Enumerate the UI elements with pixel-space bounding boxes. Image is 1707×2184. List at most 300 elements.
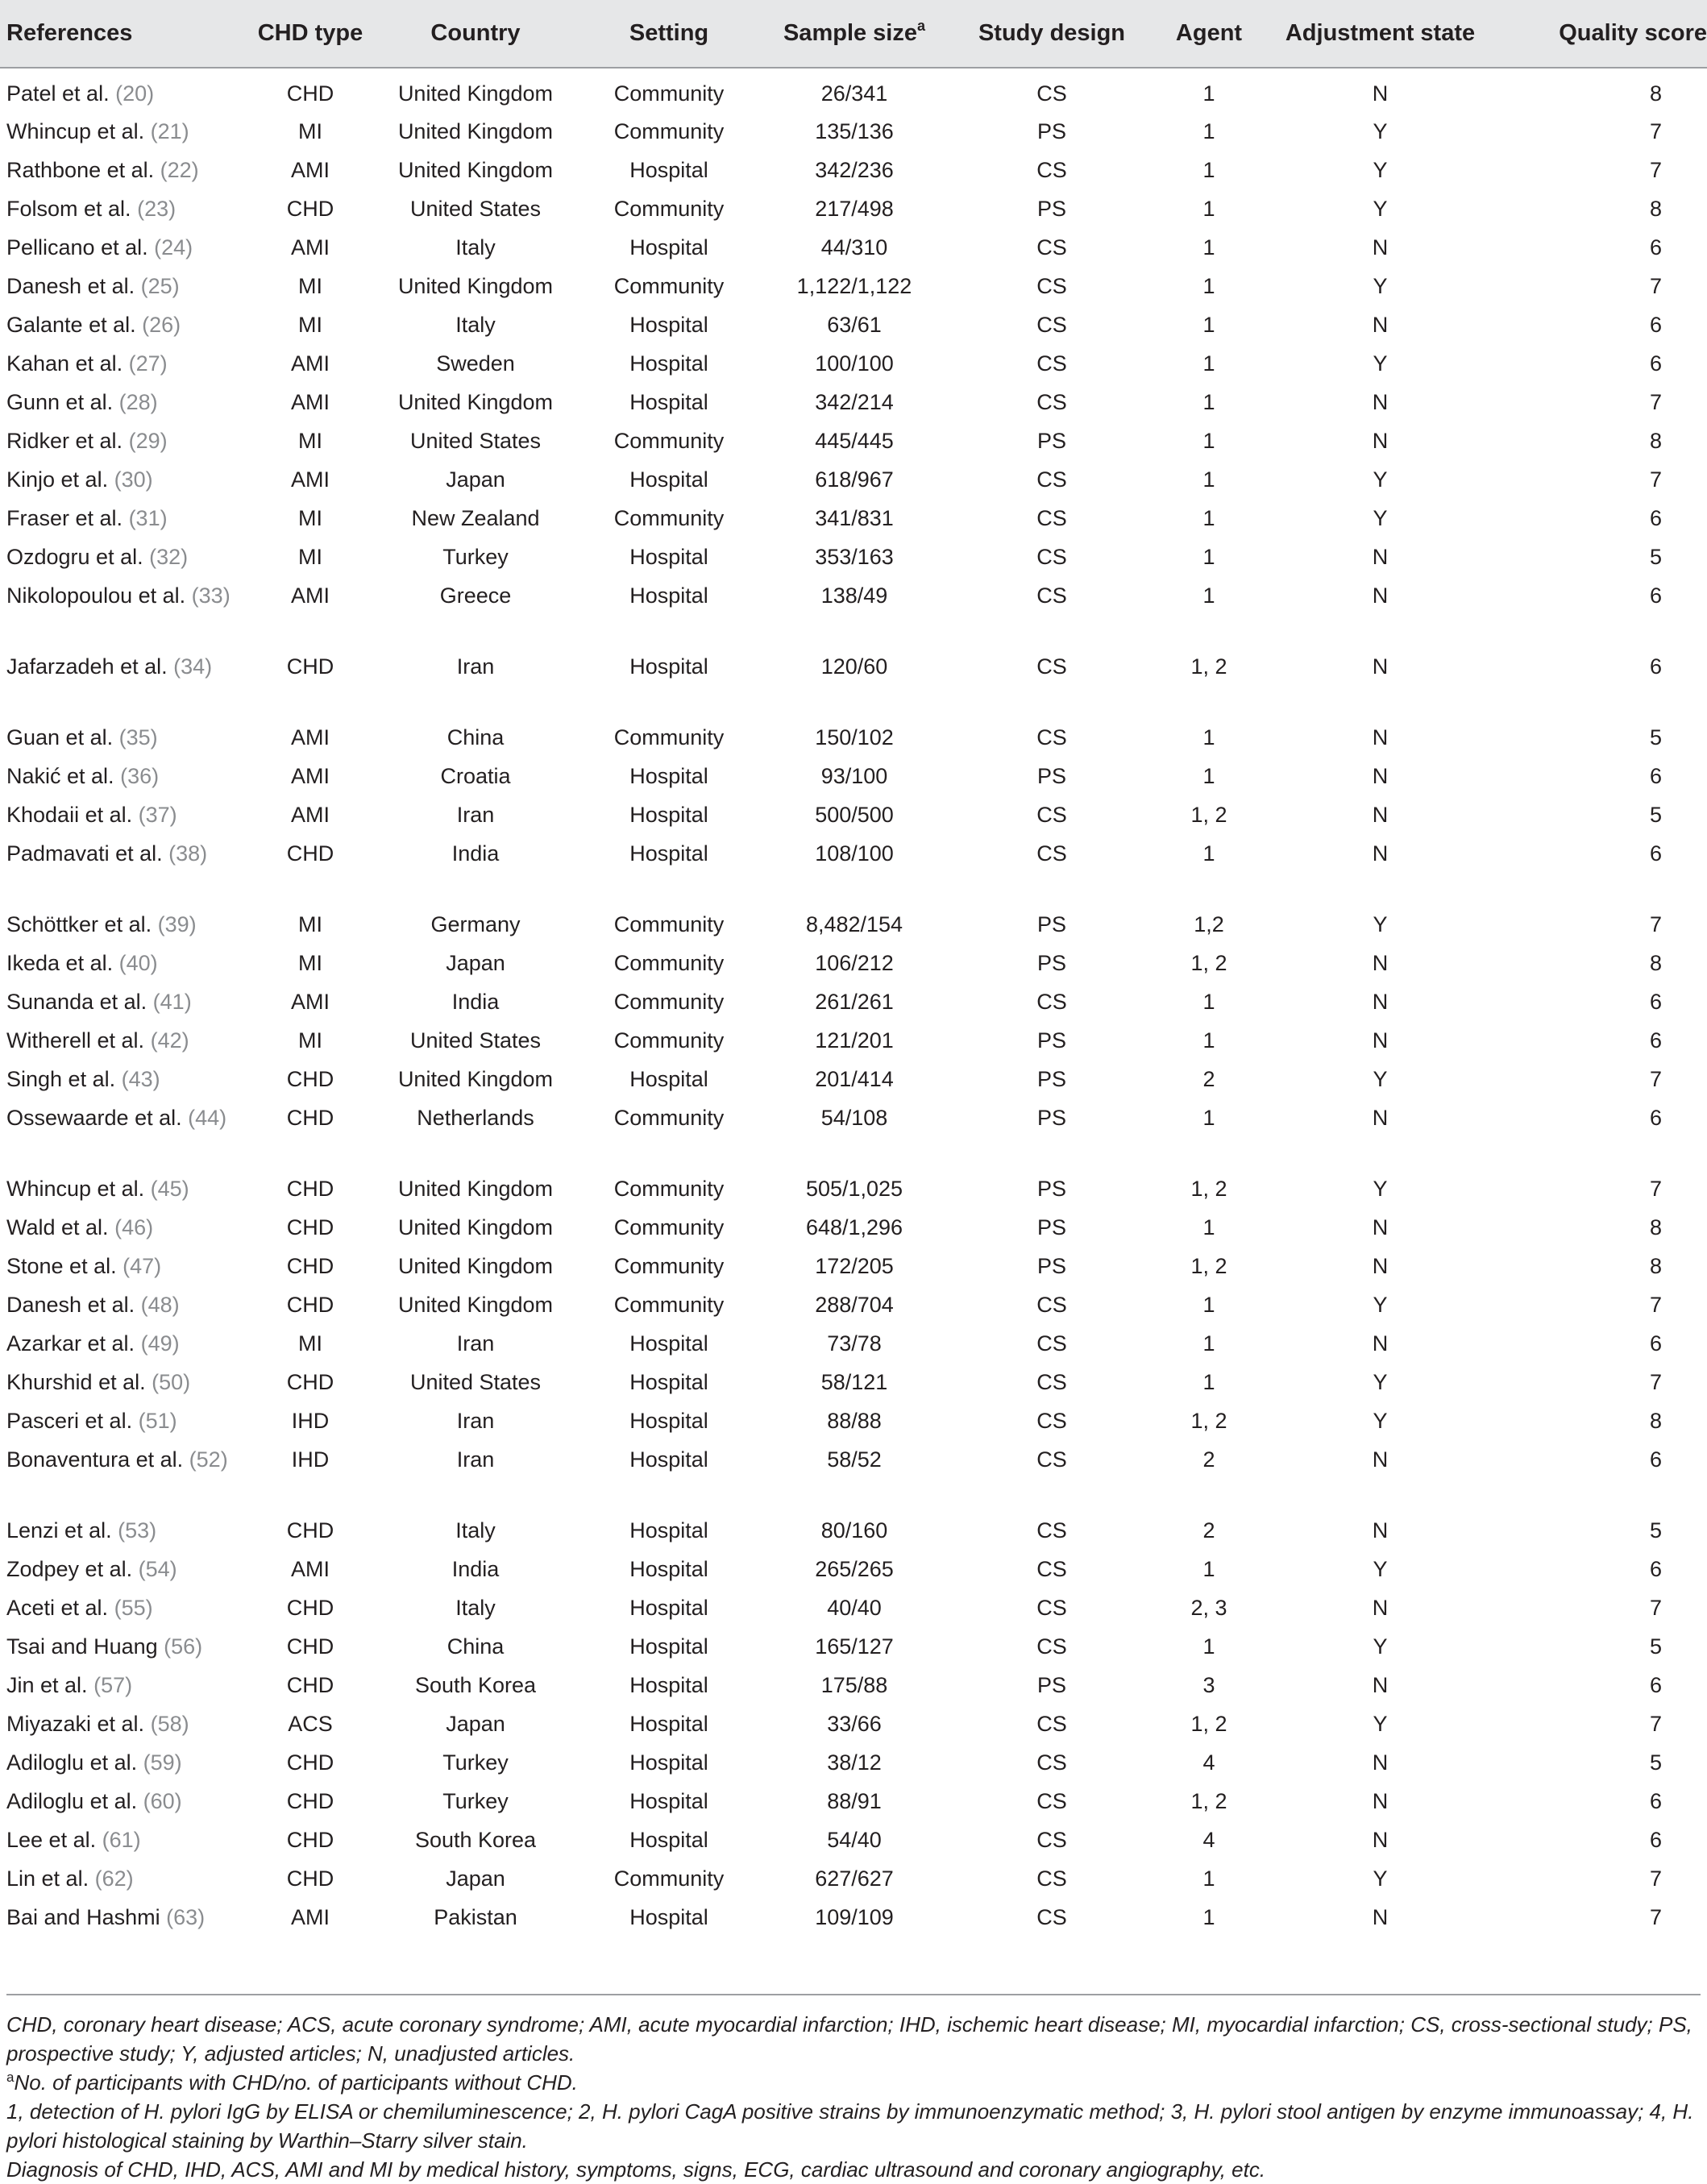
cell-agent: 1,2 [1194,912,1224,936]
cell-study-design: CS [1036,1409,1067,1433]
cell-country: Iran [456,1331,495,1356]
cell-agent: 1, 2 [1190,1789,1227,1813]
cell-study-design: CS [1036,990,1067,1014]
cell-country: United Kingdom [397,390,554,414]
cell-adjustment-state: N [1372,764,1389,788]
reference-author: Ridker et al. [6,429,123,453]
cell-sample-size: 120/60 [820,654,888,679]
cell-country: Italy [455,313,496,337]
reference-number-link[interactable]: (34) [173,654,213,679]
cell-study-design: PS [1036,1673,1067,1697]
cell-country: United States [409,1028,542,1053]
cell-sample-size: 88/88 [827,1409,882,1433]
cell-study-design: CS [1036,506,1067,530]
cell-setting: Hospital [629,235,708,260]
reference-author: Adiloglu et al. [6,1750,138,1775]
cell-study-design: PS [1036,764,1067,788]
cell-reference [0,116,242,155]
reference-author: Khodaii et al. [6,803,133,827]
cell-country: United States [409,197,542,221]
cell-reference [0,271,242,309]
cell-chd-type: IHD [291,1409,330,1433]
reference-number-link[interactable]: (28) [118,390,158,414]
cell-agent: 1 [1202,764,1215,788]
cell-chd-type: CHD [286,841,334,866]
cell-setting: Community [613,81,725,106]
cell-sample-size: 73/78 [827,1331,882,1356]
table-row [0,1670,1707,1709]
cell-adjustment-state: N [1372,1750,1389,1775]
cell-sample-size: 80/160 [820,1518,888,1543]
reference-number-link[interactable]: (57) [93,1673,133,1697]
cell-adjustment-state: N [1372,725,1389,749]
reference-number-link[interactable]: (26) [142,313,181,337]
table-row [0,1515,1707,1554]
cell-chd-type: AMI [290,1905,330,1929]
cell-study-design: PS [1036,1254,1067,1278]
reference-number-link[interactable]: (41) [152,990,192,1014]
reference-author: Zodpey et al. [6,1557,133,1581]
reference-number-link[interactable]: (50) [152,1370,191,1394]
reference-number-link[interactable]: (61) [102,1828,141,1852]
reference-number-link[interactable]: (53) [118,1518,157,1543]
cell-quality-score: 5 [1649,545,1662,569]
cell-country: United States [409,1370,542,1394]
cell-setting: Hospital [629,1905,708,1929]
cell-reference [0,1102,242,1173]
cell-setting: Community [613,197,725,221]
cell-study-design: CS [1036,1789,1067,1813]
cell-setting: Community [613,912,725,936]
cell-sample-size: 58/121 [820,1370,888,1394]
reference-number-link[interactable]: (43) [121,1067,160,1091]
cell-reference [0,1592,242,1631]
cell-reference [0,1786,242,1825]
cell-study-design: CS [1036,654,1067,679]
reference-author: Miyazaki et al. [6,1712,145,1736]
cell-quality-score: 8 [1649,1215,1662,1239]
cell-setting: Hospital [629,841,708,866]
cell-chd-type: CHD [286,1789,334,1813]
header-setting: Setting [572,0,766,68]
cell-quality-score: 7 [1649,1712,1662,1736]
reference-number-link[interactable]: (59) [143,1750,182,1775]
cell-sample-size: 627/627 [815,1866,894,1891]
cell-sample-size: 265/265 [815,1557,894,1581]
header-quality-score: Quality score [1503,0,1707,68]
cell-sample-size: 261/261 [815,990,894,1014]
cell-study-design: CS [1036,1370,1067,1394]
table-row [0,1025,1707,1064]
cell-sample-size: 138/49 [820,583,888,608]
reference-number-link[interactable]: (21) [150,119,189,143]
cell-adjustment-state: N [1372,1789,1389,1813]
reference-number-link[interactable]: (20) [115,81,155,106]
cell-quality-score: 5 [1649,1750,1662,1775]
table-row [0,651,1707,722]
header-sample-size [766,0,943,68]
table-row [0,1592,1707,1631]
footnote-a-text: No. of participants with CHD/no. of participants without CHD. [14,2070,578,2095]
cell-country: Turkey [442,1750,509,1775]
cell-setting: Hospital [629,1596,708,1620]
reference-number-link[interactable]: (33) [191,583,231,608]
cell-chd-type: CHD [286,1596,334,1620]
reference-number-link[interactable]: (54) [138,1557,177,1581]
reference-number-link[interactable]: (36) [120,764,160,788]
table-row [0,1709,1707,1747]
reference-number-link[interactable]: (38) [168,841,208,866]
cell-chd-type: CHD [286,1215,334,1239]
cell-reference [0,1289,242,1328]
reference-number-link[interactable]: (30) [114,467,153,492]
cell-chd-type: MI [298,506,322,530]
reference-author: Lenzi et al. [6,1518,112,1543]
cell-reference [0,580,242,651]
cell-adjustment-state: N [1372,951,1389,975]
table-row [0,348,1707,387]
cell-reference [0,1173,242,1212]
cell-chd-type: AMI [290,390,330,414]
cell-chd-type: MI [298,545,322,569]
cell-adjustment-state: N [1372,990,1389,1014]
cell-setting: Community [613,1293,725,1317]
cell-study-design: PS [1036,912,1067,936]
cell-study-design: CS [1036,467,1067,492]
reference-author: Ozdogru et al. [6,545,143,569]
cell-agent: 1, 2 [1190,803,1227,827]
reference-number-link[interactable]: (60) [143,1789,182,1813]
cell-agent: 1 [1202,313,1215,337]
cell-adjustment-state: N [1372,803,1389,827]
cell-country: United Kingdom [397,1067,554,1091]
cell-adjustment-state: Y [1373,1634,1388,1659]
cell-setting: Hospital [629,467,708,492]
cell-agent: 2, 3 [1190,1596,1227,1620]
cell-study-design: PS [1036,429,1067,453]
cell-country: United Kingdom [397,81,554,106]
table-row [0,503,1707,542]
cell-study-design: CS [1036,1634,1067,1659]
cell-sample-size: 201/414 [815,1067,894,1091]
reference-number-link[interactable]: (47) [123,1254,162,1278]
reference-author: Ossewaarde et al. [6,1106,182,1130]
cell-quality-score: 7 [1649,1866,1662,1891]
reference-author: Kinjo et al. [6,467,109,492]
reference-number-link[interactable]: (56) [164,1634,203,1659]
cell-country: Japan [446,1866,505,1891]
cell-agent: 1 [1202,235,1215,260]
cell-setting: Hospital [629,1067,708,1091]
table-row [0,838,1707,909]
cell-sample-size: 106/212 [815,951,894,975]
cell-study-design: PS [1036,119,1067,143]
footnote-a-marker: a [6,2070,15,2085]
cell-chd-type: CHD [286,197,334,221]
cell-study-design: PS [1036,1028,1067,1053]
cell-chd-type: CHD [286,1293,334,1317]
reference-number-link[interactable]: (24) [154,235,193,260]
footnote-abbreviations: CHD, coronary heart disease; ACS, acute coronary syndrome; AMI, acute myocardial infarction; IHD, ischemic heart disease; MI, myocardial infarction; CS, cross-sectional study; PS, prospective study; Y, adjusted articles; N, unadjusted articles. [6,2012,1692,2066]
cell-agent: 1, 2 [1190,654,1227,679]
cell-adjustment-state: Y [1373,158,1388,182]
cell-setting: Hospital [629,313,708,337]
cell-reference [0,761,242,799]
cell-agent: 1 [1202,1370,1215,1394]
cell-agent: 1 [1202,990,1215,1014]
cell-chd-type: MI [298,1331,322,1356]
cell-setting: Community [613,1106,725,1130]
cell-reference [0,1025,242,1064]
cell-adjustment-state: Y [1373,912,1388,936]
reference-number-link[interactable]: (27) [128,351,168,376]
reference-number-link[interactable]: (51) [138,1409,177,1433]
cell-agent: 1 [1202,545,1215,569]
cell-sample-size: 121/201 [815,1028,894,1053]
header-adjustment-state: Adjustment state [1257,0,1503,68]
cell-setting: Community [613,1254,725,1278]
reference-number-link[interactable]: (37) [138,803,177,827]
cell-study-design: CS [1036,1712,1067,1736]
table-footnotes [6,1994,1701,2184]
cell-adjustment-state: Y [1373,467,1388,492]
cell-adjustment-state: N [1372,81,1389,106]
cell-quality-score: 6 [1649,990,1662,1014]
cell-sample-size: 1,122/1,122 [796,274,912,298]
cell-chd-type: AMI [290,803,330,827]
cell-quality-score: 7 [1649,912,1662,936]
cell-adjustment-state: Y [1373,1370,1388,1394]
reference-number-link[interactable]: (29) [128,429,168,453]
reference-author: Guan et al. [6,725,114,749]
cell-sample-size: 33/66 [827,1712,882,1736]
cell-setting: Hospital [629,1828,708,1852]
table-row [0,232,1707,271]
cell-quality-score: 8 [1649,1254,1662,1278]
cell-quality-score: 6 [1649,654,1662,679]
cell-quality-score: 6 [1649,1673,1662,1697]
cell-quality-score: 6 [1649,1557,1662,1581]
table-row [0,1251,1707,1289]
footnote-a [6,2068,1701,2097]
cell-adjustment-state: Y [1373,1177,1388,1201]
cell-sample-size: 175/88 [820,1673,888,1697]
cell-study-design: CS [1036,1828,1067,1852]
cell-quality-score: 7 [1649,1067,1662,1091]
cell-sample-size: 342/214 [815,390,894,414]
cell-sample-size: 618/967 [815,467,894,492]
cell-sample-size: 172/205 [815,1254,894,1278]
cell-setting: Community [613,506,725,530]
cell-quality-score: 8 [1649,197,1662,221]
cell-agent: 2 [1202,1447,1215,1472]
table-row [0,580,1707,651]
cell-chd-type: CHD [286,1106,334,1130]
cell-agent: 1 [1202,1106,1215,1130]
cell-country: United Kingdom [397,1177,554,1201]
table-row [0,116,1707,155]
reference-author: Tsai and Huang [6,1634,158,1659]
table-row [0,542,1707,580]
cell-study-design: CS [1036,1596,1067,1620]
reference-number-link[interactable]: (23) [137,197,177,221]
reference-number-link[interactable]: (48) [140,1293,180,1317]
cell-setting: Hospital [629,1673,708,1697]
cell-agent: 1 [1202,197,1215,221]
cell-reference [0,426,242,464]
cell-country: Japan [446,1712,505,1736]
cell-country: Italy [455,1518,496,1543]
reference-number-link[interactable]: (22) [160,158,199,182]
cell-country: United States [409,429,542,453]
cell-adjustment-state: Y [1373,506,1388,530]
cell-sample-size: 26/341 [820,81,888,106]
reference-number-link[interactable]: (58) [150,1712,189,1736]
reference-author: Jin et al. [6,1673,88,1697]
cell-chd-type: MI [298,274,322,298]
cell-adjustment-state: N [1372,1518,1389,1543]
cell-country: New Zealand [411,506,540,530]
cell-chd-type: CHD [286,1254,334,1278]
reference-author: Nakić et al. [6,764,114,788]
header-chd-type: CHD type [242,0,379,68]
cell-country: Sweden [436,351,515,376]
cell-quality-score: 7 [1649,158,1662,182]
cell-study-design: PS [1036,951,1067,975]
reference-number-link[interactable]: (39) [157,912,197,936]
cell-setting: Hospital [629,654,708,679]
cell-reference [0,1554,242,1592]
cell-chd-type: CHD [286,1750,334,1775]
cell-adjustment-state: N [1372,1596,1389,1620]
cell-adjustment-state: Y [1373,1712,1388,1736]
cell-adjustment-state: Y [1373,119,1388,143]
cell-study-design: CS [1036,1750,1067,1775]
cell-adjustment-state: N [1372,654,1389,679]
cell-reference [0,722,242,761]
cell-sample-size: 58/52 [827,1447,882,1472]
cell-chd-type: AMI [290,583,330,608]
cell-agent: 1 [1202,1634,1215,1659]
reference-number-link[interactable]: (44) [188,1106,227,1130]
cell-adjustment-state: N [1372,1215,1389,1239]
cell-chd-type: MI [298,429,322,453]
cell-agent: 1 [1202,506,1215,530]
reference-author: Galante et al. [6,313,136,337]
cell-sample-size: 54/40 [827,1828,882,1852]
table-row [0,909,1707,948]
reference-author: Lin et al. [6,1866,89,1891]
cell-quality-score: 8 [1649,81,1662,106]
cell-study-design: CS [1036,351,1067,376]
cell-quality-score: 8 [1649,951,1662,975]
reference-author: Pellicano et al. [6,235,148,260]
cell-quality-score: 6 [1649,841,1662,866]
cell-study-design: PS [1036,1215,1067,1239]
cell-reference [0,799,242,838]
cell-setting: Community [613,1215,725,1239]
cell-chd-type: AMI [290,764,330,788]
cell-country: Croatia [440,764,511,788]
cell-adjustment-state: Y [1373,197,1388,221]
cell-setting: Hospital [629,1750,708,1775]
cell-sample-size: 93/100 [820,764,888,788]
cell-chd-type: MI [298,313,322,337]
reference-number-link[interactable]: (32) [149,545,189,569]
reference-number-link[interactable]: (31) [128,506,168,530]
cell-agent: 1 [1202,81,1215,106]
cell-setting: Hospital [629,1634,708,1659]
cell-setting: Hospital [629,803,708,827]
reference-number-link[interactable]: (63) [166,1905,206,1929]
cell-agent: 4 [1202,1750,1215,1775]
cell-chd-type: CHD [286,654,334,679]
cell-agent: 2 [1202,1067,1215,1091]
reference-author: Khurshid et al. [6,1370,146,1394]
reference-author: Danesh et al. [6,1293,135,1317]
cell-sample-size: 288/704 [815,1293,894,1317]
table-row [0,193,1707,232]
cell-sample-size: 445/445 [815,429,894,453]
cell-reference [0,232,242,271]
cell-setting: Community [613,119,725,143]
cell-chd-type: CHD [286,1828,334,1852]
header-country: Country [379,0,572,68]
reference-author: Wald et al. [6,1215,109,1239]
reference-number-link[interactable]: (40) [118,951,158,975]
cell-reference [0,1064,242,1102]
reference-number-link[interactable]: (62) [94,1866,134,1891]
cell-chd-type: AMI [290,467,330,492]
cell-country: China [446,1634,505,1659]
cell-agent: 1 [1202,1905,1215,1929]
cell-country: United Kingdom [397,1254,554,1278]
cell-quality-score: 7 [1649,1596,1662,1620]
cell-agent: 1 [1202,725,1215,749]
reference-number-link[interactable]: (45) [150,1177,189,1201]
cell-sample-size: 108/100 [815,841,894,866]
cell-chd-type: CHD [286,81,334,106]
cell-chd-type: AMI [290,725,330,749]
reference-number-link[interactable]: (25) [140,274,180,298]
cell-chd-type: CHD [286,1518,334,1543]
header-references: References [0,0,242,68]
table-body [0,68,1707,1973]
cell-study-design: CS [1036,390,1067,414]
cell-reference [0,1515,242,1554]
cell-country: China [446,725,505,749]
cell-chd-type: CHD [286,1634,334,1659]
reference-author: Patel et al. [6,81,110,106]
cell-study-design: CS [1036,1557,1067,1581]
cell-sample-size: 100/100 [815,351,894,376]
cell-study-design: CS [1036,1518,1067,1543]
cell-adjustment-state: Y [1373,1067,1388,1091]
cell-reference [0,193,242,232]
cell-setting: Community [613,1028,725,1053]
reference-number-link[interactable]: (46) [114,1215,154,1239]
cell-quality-score: 6 [1649,1028,1662,1053]
cell-setting: Hospital [629,764,708,788]
reference-number-link[interactable]: (55) [114,1596,153,1620]
cell-reference [0,1367,242,1405]
reference-number-link[interactable]: (52) [189,1447,228,1472]
cell-reference [0,838,242,909]
reference-number-link[interactable]: (35) [118,725,158,749]
reference-number-link[interactable]: (49) [140,1331,180,1356]
cell-country: India [451,1557,500,1581]
reference-number-link[interactable]: (42) [150,1028,189,1053]
